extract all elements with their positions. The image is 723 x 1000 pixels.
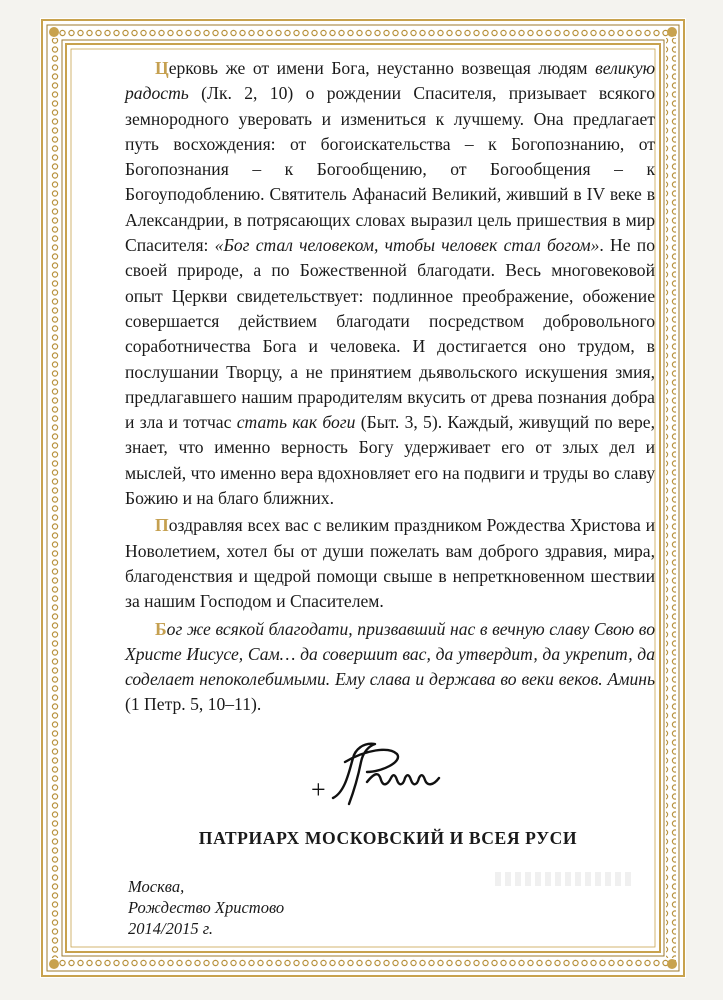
paragraph-1: Церковь же от имени Бога, неустанно возвещая людям великую радость (Лк. 2, 10) о рождении Спасителя, призывает всякого земнородного уверовать и измениться к лучшему. Она предлагает путь восхождения: от богоискательства – к Богопознанию, от Богопознания – к Богообщению, от Богообщения – к Богоуподоблению. Святитель Афанасий Великий, живший в IV веке в Александрии, в потрясающих словах выразил цель пришествия в мир Спасителя: «Бог стал человеком, чтобы человек стал богом». Не по своей природе, а по Божественной благодати. Весь многовековой опыт Церкви свидетельствует: подлинное преображение, обожение совершается действием благодати посредством добровольного соработничества Бога и человека. И достигается оно трудом, в послушании Творцу, а не принятием дьявольского искушения змия, предлагавшего нашим прародителям вкусить от древа познания добра и зла и тотчас стать как боги (Быт. 3, 5). Каждый, живущий по вере, знает, что именно верность Богу удерживает его от злых дел и мыслей, что именно вера вдохновляет его на подвиги и труды во славу Божию и на благо ближних. — [125, 58, 656, 509]
drop-cap: Ц — [155, 58, 169, 78]
letter-body — [125, 56, 655, 720]
place-date — [128, 876, 284, 939]
place-feast: Рождество Христово — [128, 898, 285, 917]
cross-mark: + — [311, 775, 326, 804]
patriarch-title: ПАТРИАРХ МОСКОВСКИЙ И ВСЕЯ РУСИ — [198, 828, 578, 848]
paragraph-2: Поздравляя всех вас с великим праздником Рождества Христова и Новолетием, хотел бы от души пожелать вам доброго здравия, мира, благоденствия и щедрой помощи свыше в непреткновенном шествии за нашим Господом и Спасителем. — [125, 515, 655, 612]
drop-cap: П — [155, 515, 169, 536]
paragraph-3: Бог же всякой благодати, призвавший нас в вечную славу Свою во Христе Иисусе, Сам… да совершит вас, да утвердит, да укрепит, да соделает непоколебимыми. Ему слава и держава во веки веков. Аминь (1 Петр. 5, 10–11). — [125, 618, 655, 715]
handwritten-signature-icon — [305, 732, 465, 812]
bleed-through-shadow — [495, 872, 635, 886]
drop-cap: Б — [155, 618, 167, 639]
signature — [305, 732, 465, 812]
place-year: 2014/2015 г. — [128, 919, 214, 938]
place-city: Москва, — [128, 877, 185, 896]
